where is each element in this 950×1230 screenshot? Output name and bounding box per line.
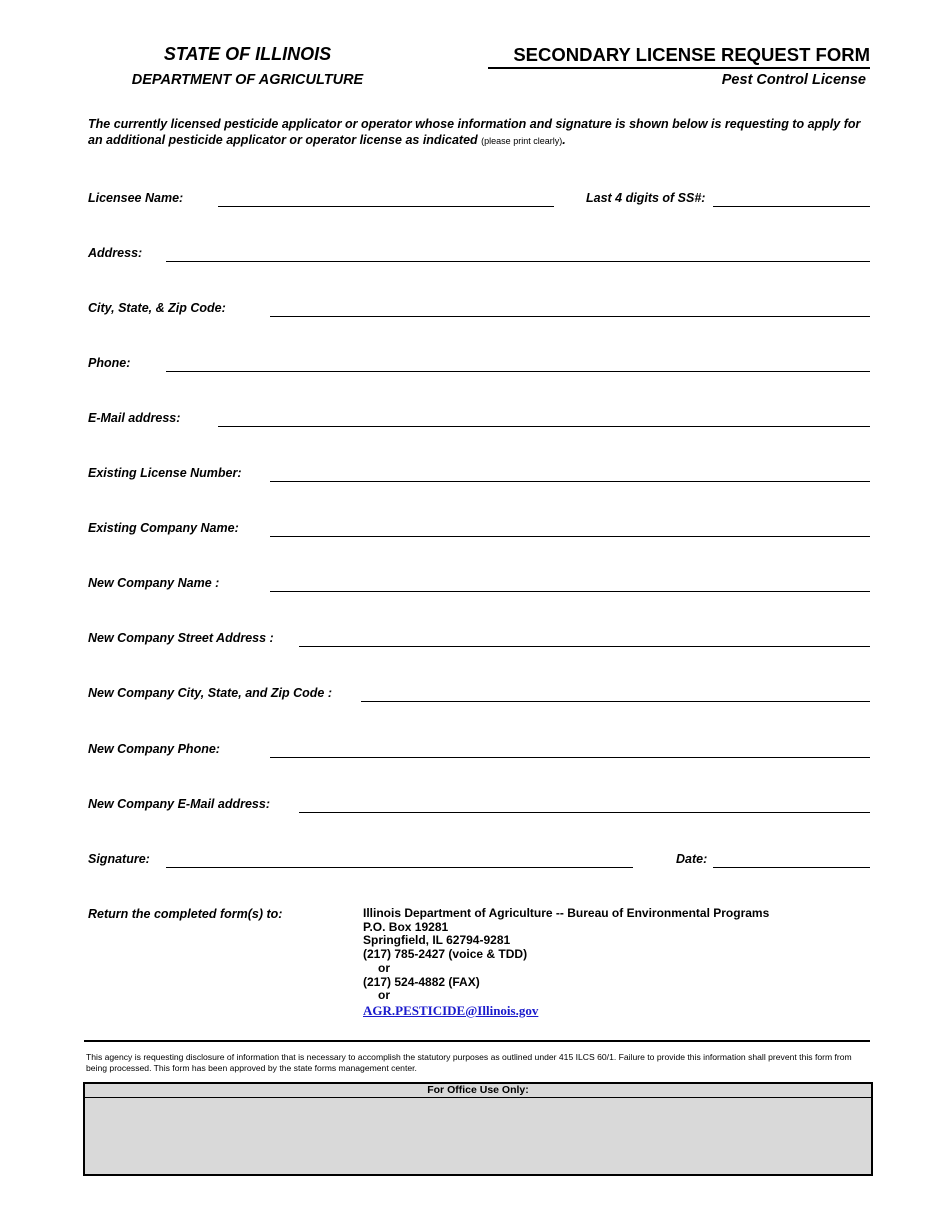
new-company-street-label: New Company Street Address : (88, 631, 274, 645)
return-or-2: or (378, 988, 390, 1003)
section-divider (84, 1040, 870, 1042)
new-company-city-state-zip-field[interactable] (361, 701, 870, 702)
licensee-name-field[interactable] (218, 206, 554, 207)
date-field[interactable] (713, 867, 870, 868)
signature-label: Signature: (88, 852, 150, 866)
phone-label: Phone: (88, 356, 131, 370)
return-agency: Illinois Department of Agriculture -- Bureau of Environmental Programs (363, 906, 770, 920)
phone-field[interactable] (166, 371, 870, 372)
intro-text: The currently licensed pesticide applicator or operator whose information and signature is shown below is requesting to apply for an additional pesticide applicator or operator license as indicated (88, 117, 861, 147)
new-company-street-field[interactable] (299, 646, 870, 647)
ssn-last4-label: Last 4 digits of SS#: (586, 191, 706, 205)
date-label: Date: (676, 852, 708, 866)
disclaimer-text: This agency is requesting disclosure of information that is necessary to accomplish the statutory purposes as outlined under 415 ILCS 60/1. Failure to provide this information shall prevent this form from being processed. This form has been approved by the state forms management center. (86, 1052, 852, 1073)
ssn-last4-field[interactable] (713, 206, 870, 207)
intro-period: . (562, 133, 566, 147)
existing-company-name-label: Existing Company Name: (88, 521, 239, 535)
title-underline (488, 67, 870, 69)
return-fax: (217) 524-4882 (FAX) (363, 974, 480, 989)
license-type: Pest Control License (721, 72, 866, 88)
email-label: E-Mail address: (88, 411, 181, 425)
return-email-link[interactable]: AGR.PESTICIDE@Illinois.gov (363, 1002, 539, 1018)
return-address-block (363, 907, 769, 1019)
new-company-email-label: New Company E-Mail address: (88, 797, 270, 811)
address-label: Address: (88, 246, 143, 260)
existing-company-name-field[interactable] (270, 536, 870, 537)
office-use-title: For Office Use Only: (85, 1084, 871, 1098)
city-state-zip-label: City, State, & Zip Code: (88, 301, 226, 315)
state-title: STATE OF ILLINOIS (163, 44, 332, 64)
return-city: Springfield, IL 62794-9281 (363, 933, 511, 948)
intro-note: (please print clearly) (481, 136, 563, 146)
signature-field[interactable] (166, 867, 633, 868)
email-field[interactable] (218, 426, 870, 427)
return-po-box: P.O. Box 19281 (363, 919, 449, 934)
licensee-name-label: Licensee Name: (88, 191, 184, 205)
new-company-phone-field[interactable] (270, 757, 870, 758)
intro-paragraph (88, 116, 873, 149)
new-company-phone-label: New Company Phone: (88, 742, 220, 756)
new-company-name-field[interactable] (270, 591, 870, 592)
city-state-zip-field[interactable] (270, 316, 870, 317)
department-title: DEPARTMENT OF AGRICULTURE (131, 72, 364, 88)
form-title: SECONDARY LICENSE REQUEST FORM (513, 44, 870, 65)
address-field[interactable] (166, 261, 870, 262)
new-company-email-field[interactable] (299, 812, 870, 813)
office-use-box (83, 1082, 873, 1176)
new-company-city-state-zip-label: New Company City, State, and Zip Code : (88, 686, 333, 700)
return-label: Return the completed form(s) to: (88, 907, 283, 921)
existing-license-number-label: Existing License Number: (88, 466, 242, 480)
existing-license-number-field[interactable] (270, 481, 870, 482)
new-company-name-label: New Company Name : (88, 576, 220, 590)
return-phone: (217) 785-2427 (voice & TDD) (363, 947, 528, 962)
return-or-1: or (378, 960, 390, 975)
